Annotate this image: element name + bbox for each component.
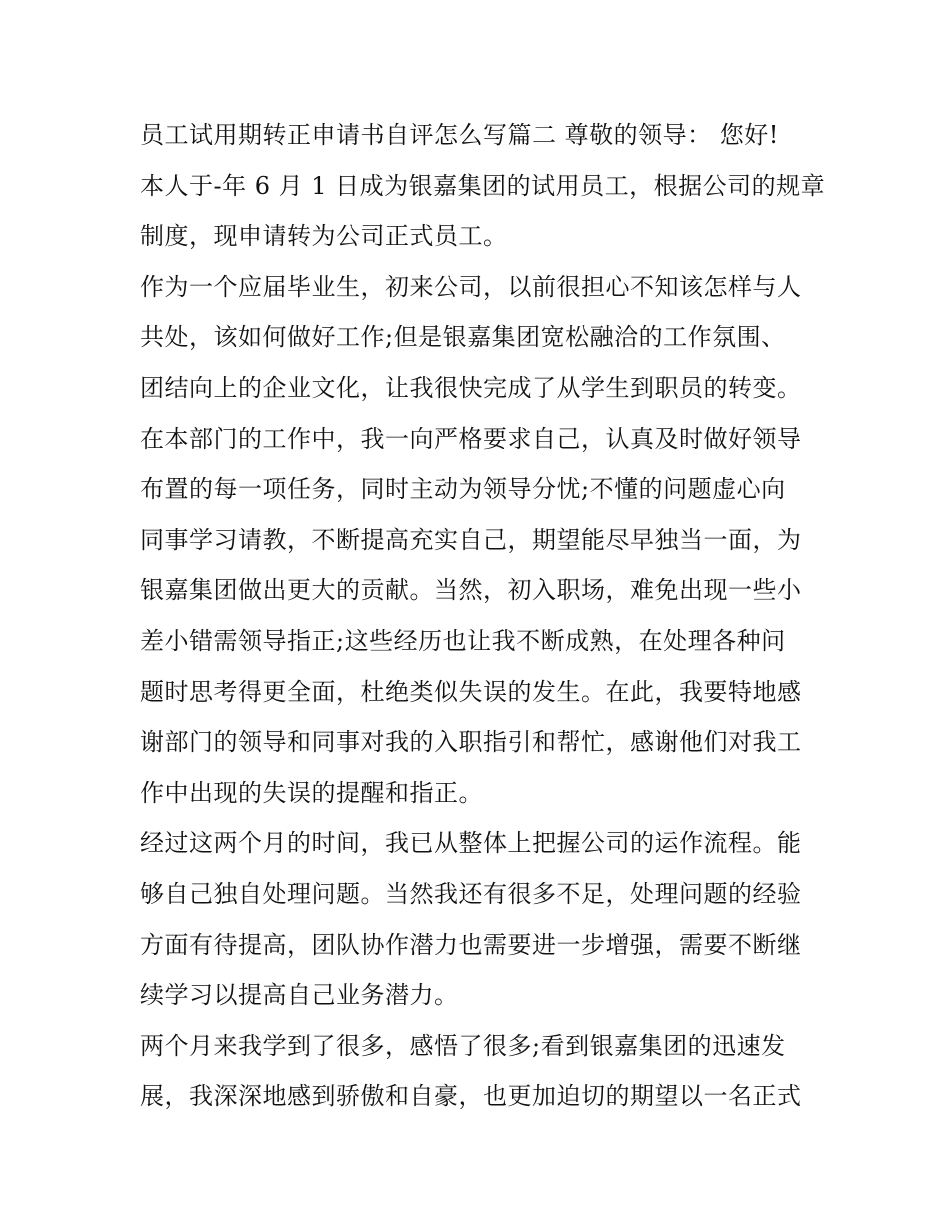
text-line: 差小错需领导指正;这些经历也让我不断成熟，在处理各种问 <box>140 626 786 655</box>
text-line: 共处，该如何做好工作;但是银嘉集团宽松融洽的工作氛围、 <box>140 323 786 352</box>
text-line: 谢部门的领导和同事对我的入职指引和帮忙，感谢他们对我工 <box>140 728 802 757</box>
text-line: 本人于-年 6 月 1 日成为银嘉集团的试用员工，根据公司的规章 <box>140 171 826 200</box>
text-line: 题时思考得更全面，杜绝类似失误的发生。在此，我要特地感 <box>140 677 802 706</box>
text-line: 同事学习请教，不断提高充实自己，期望能尽早独当一面，为 <box>140 525 802 554</box>
text-line: 布置的每一项任务，同时主动为领导分忧;不懂的问题虚心向 <box>140 475 786 504</box>
text-line: 员工试用期转正申请书自评怎么写篇二 尊敬的领导： 您好! <box>140 121 779 149</box>
text-line: 续学习以提高自己业务潜力。 <box>140 981 459 1010</box>
text-line: 作为一个应届毕业生，初来公司，以前很担心不知该怎样与人 <box>140 272 802 301</box>
text-line: 团结向上的企业文化，让我很快完成了从学生到职员的转变。 <box>140 373 802 402</box>
text-line: 经过这两个月的时间，我已从整体上把握公司的运作流程。能 <box>140 829 802 858</box>
text-line: 方面有待提高，团队协作潜力也需要进一步增强，需要不断继 <box>140 930 802 959</box>
text-line: 作中出现的失误的提醒和指正。 <box>140 778 483 807</box>
text-line: 展，我深深地感到骄傲和自豪，也更加迫切的期望以一名正式 <box>140 1082 802 1111</box>
text-line: 制度，现申请转为公司正式员工。 <box>140 222 508 251</box>
text-line: 在本部门的工作中，我一向严格要求自己，认真及时做好领导 <box>140 424 802 453</box>
document-body <box>140 110 826 1122</box>
text-line: 两个月来我学到了很多，感悟了很多;看到银嘉集团的迅速发 <box>140 1031 786 1060</box>
text-line: 够自己独自处理问题。当然我还有很多不足，处理问题的经验 <box>140 879 802 908</box>
text-line: 银嘉集团做出更大的贡献。当然，初入职场，难免出现一些小 <box>140 576 802 605</box>
